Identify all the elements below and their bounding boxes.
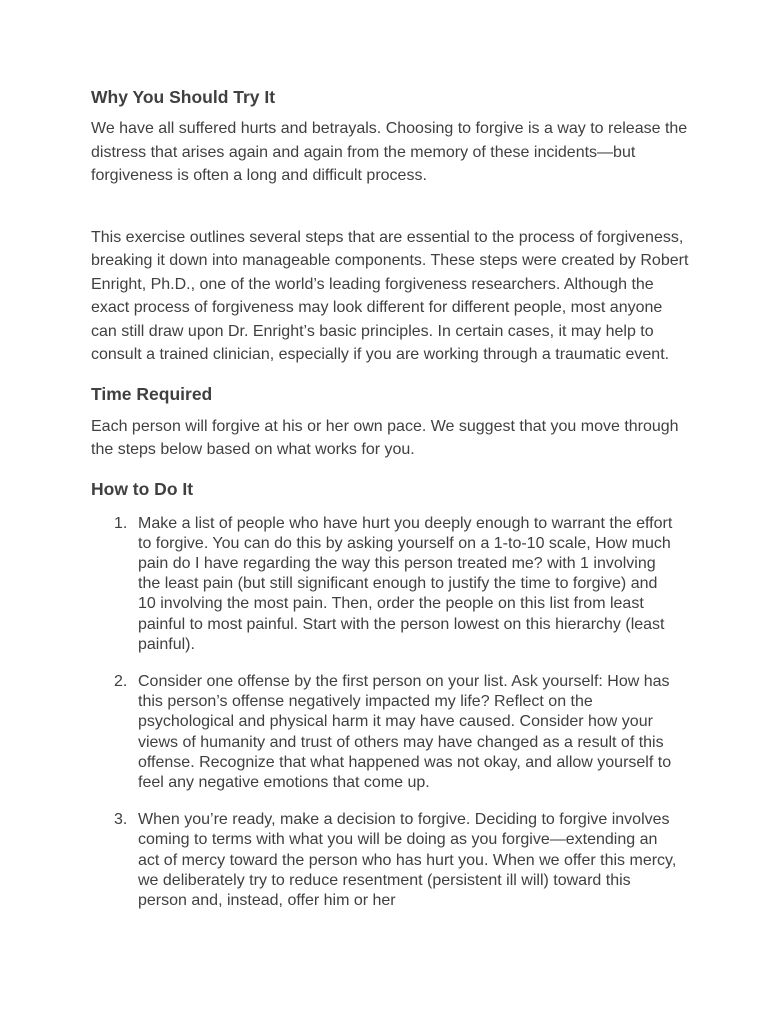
- list-item: [91, 810, 691, 911]
- step-text: Consider one offense by the first person on your list. Ask yourself: How has this person’s offense negatively impacted my life? Reflect on the psychological and physical harm it may have caused. Consider how your views of humanity and trust of others may have changed as a result of this offense. Recognize that what happened was not okay, and allow yourself to feel any negative emotions that come up.: [138, 672, 672, 791]
- section-heading-how-to-do-it: How to Do It: [91, 478, 194, 499]
- step-number: 3.: [114, 811, 128, 829]
- step-text: When you’re ready, make a decision to forgive. Deciding to forgive involves coming to terms with what you will be doing as you forgive—extending an act of mercy toward the person who has hurt you. When we offer this mercy, we deliberately try to reduce resentment (persistent ill will) toward this person and, instead, offer him or her: [138, 811, 677, 909]
- list-item: [91, 672, 691, 793]
- step-number: 2.: [114, 672, 128, 690]
- section-heading-why-try-it: Why You Should Try It: [91, 87, 276, 107]
- document-body: [91, 86, 691, 928]
- section-heading-time-required: Time Required: [91, 383, 213, 404]
- paragraph-intro-hurts: We have all suffered hurts and betrayals. Choosing to forgive is a way to release the distress that arises again and again from the memory of these incidents—but forgiveness is often a long and difficult process.: [91, 120, 688, 184]
- list-item: [91, 514, 691, 655]
- steps-list: [91, 514, 691, 912]
- step-text: Make a list of people who have hurt you deeply enough to warrant the effort to forgive. You can do this by asking yourself on a 1-to-10 scale, How much pain do I have regarding the way this person treated me? with 1 involving the least pain (but still significant enough to justify the time to forgive) and 10 involving the most pain. Then, order the people on this list from least painful to most painful. Start with the person lowest on this hierarchy (least painful).: [138, 514, 673, 653]
- paragraph-intro-exercise: This exercise outlines several steps that are essential to the process of forgiveness, breaking it down into manageable components. These steps were created by Robert Enright, Ph.D., one of the world’s leading forgiveness researchers. Although the exact process of forgiveness may look different for different people, most anyone can still draw upon Dr. Enright’s basic principles. In certain cases, it may help to consult a trained clinician, especially if you are working through a traumatic event.: [91, 228, 689, 363]
- paragraph-time-required: Each person will forgive at his or her own pace. We suggest that you move through the steps below based on what works for you.: [91, 417, 679, 458]
- step-number: 1.: [114, 514, 128, 532]
